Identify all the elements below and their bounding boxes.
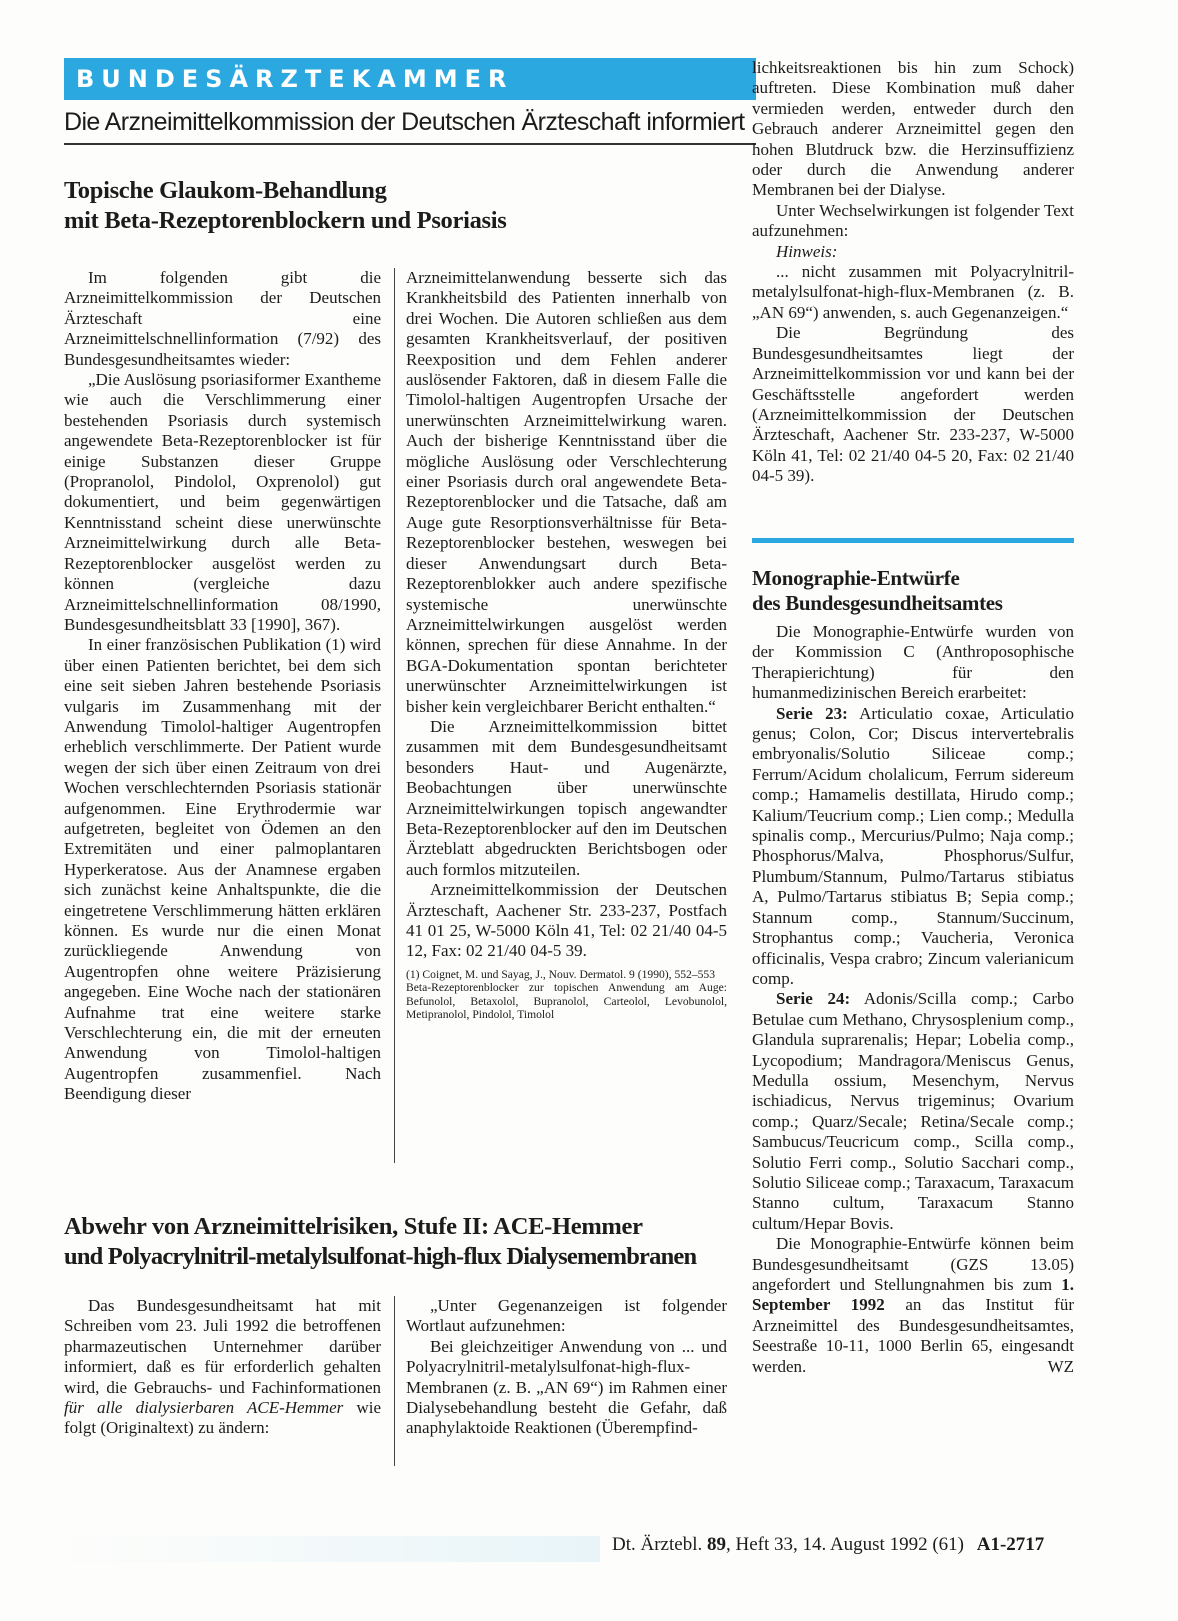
paragraph: Die Arzneimittelkommission bittet zusammen mit dem Bundesgesundheitsamt besonders Haut- und Augenärzte, Beobachtungen über unerwünschte Arzneimittelwirkungen topisch angewandter Beta-Rezeptorenblocker auf den im Deutschen Ärzteblatt abgedruckten Berichtsbogen oder auch formlos mitzuteilen.: [406, 716, 727, 879]
bold-run: 1. September 1992: [752, 1275, 1074, 1315]
article1-title-line2: mit Beta-Rezeptorenblockern und Psoriasis: [64, 207, 507, 234]
page-footer: [612, 1534, 1112, 1556]
paragraph: lichkeitsreaktionen bis hin zum Schock) auftreten. Diese Kombination muß daher vermieden werden, entweder durch den Gebrauch anderer Arzneimittel gegen den hohen Blutdruck bzw. die Herzinsuffizienz oder durch die Anwendung anderer Membranen bei der Dialyse.: [752, 58, 1074, 200]
paragraph: Unter Wechselwirkungen ist folgender Text aufzunehmen:: [752, 200, 1074, 241]
author-signature: WZ: [1047, 1356, 1074, 1376]
text-run: Articulatio coxae, Articulatio genus; Colon, Cor; Discus intervertebralis embryonalis/Solutio Siliceae comp.; Ferrum/Acidum cholalicum, Ferrum sidereum comp.; Hamamelis destillata, Hirudo comp.; Kalium/Teucrium comp.; Lien comp.; Medulla spinalis comp., Mercurius/Pulmo; Naja comp.; Phosphorus/Malva, Phosphorus/Sulfur, Plumbum/Stannum, Pulmo/Tartarus stibiatus A, Pulmo/Tartarus stibiatus B; Sepia comp.; Stannum comp., Stannum/Succinum, Strophantus comp.; Vaucheria, Veronica officinalis, Vespa crabro; Zincum valerianicum comp.: [752, 703, 1074, 988]
paragraph: In einer französischen Publikation (1) wird über einen Patienten berichtet, bei dem sich eine seit sieben Jahren bestehende Psoriasis vulgaris im Zusammenhang mit der Anwendung Timolol-haltiger Augentropfen erheblich verschlimmerte. Der Patient wurde wegen der sich über einen Zeitraum von drei Wochen verschlechternden Psoriasis stationär aufgenommen. Eine Erythrodermie war aufgetreten, begleitet von Ödemen an den Extremitäten und einer palmoplantaren Hyperkeratose. Aus der Anamnese ergaben sich zunächst keine Anhaltspunkte, die die eingetretene Verschlimmerung hätten erklären können. Es wurde nur die einen Monat zurückliegende Anwendung von Augentropfen ohne weitere Präzisierung angegeben. Eine Woche nach der stationären Aufnahme trat eine weitere starke Verschlechterung ein, die mit der erneuten Anwendung von Timolol-haltigen Augentropfen zusammenfiel. Nach Beendigung dieser: [64, 635, 381, 1104]
paragraph: [752, 1234, 1074, 1377]
text-run: Das Bundesgesundheitsamt hat mit Schreiben vom 23. Juli 1992 die betroffenen pharmazeutischen Unternehmer darüber informiert, daß es für erforderlich gehalten wird, die Gebrauchs- und Fachinformationen: [64, 1296, 381, 1397]
footnote: Beta-Rezeptorenblocker zur topischen Anwendung am Auge: Befunolol, Betaxolol, Bupranolol, Carteolol, Levobunolol, Metipranolol, Pindolol, Timolol: [406, 981, 727, 1022]
article1-title: [64, 176, 754, 236]
bold-run: Serie 23:: [776, 703, 848, 723]
paragraph: [64, 1296, 381, 1439]
paragraph: „Unter Gegenanzeigen ist folgender Wortlaut aufzunehmen:: [406, 1296, 727, 1336]
section-banner: BUNDESÄRZTEKAMMER: [64, 58, 756, 100]
article2-title-line1: Abwehr von Arzneimittelrisiken, Stufe II: ACE-Hemmer: [64, 1213, 643, 1240]
paragraph: Im folgenden gibt die Arzneimittelkommission der Deutschen Ärzteschaft eine Arzneimittelschnellinformation (7/92) des Bundesgesundheitsamtes wieder:: [64, 268, 381, 369]
article2-title-line2: und Polyacrylnitril-metalylsulfonat-high-flux Dialysemembranen: [64, 1243, 697, 1270]
paragraph: Arzneimittelanwendung besserte sich das Krankheitsbild des Patienten innerhalb von drei Wochen. Die Autoren schließen aus dem gesamten Krankheitsverlauf, der positiven Reexposition und dem Fehlen anderer auslösender Faktoren, daß in diesem Falle die Timolol-haltigen Augentropfen Ursache der unerwünschten Arzneimittelwirkung waren. Auch der bisherige Kenntnisstand über die mögliche Auslösung oder Verschlechterung einer Psoriasis durch oral angewendete Beta-Rezeptorenblocker und die Tatsache, daß am Auge gute Resorptionsverhältnisse für Beta-Rezeptorenblocker bestehen, weswegen bei dieser Anwendungsart durch Beta-Rezeptorenblokker auch andere spezifische systemische unerwünschte Arzneimittelwirkungen ausgelöst werden können, sprechen für diese Annahme. In der BGA-Dokumentation spontan berichteter unerwünschter Arzneimittelwirkungen ist bisher kein vergleichbarer Bericht enthalten.“: [406, 268, 727, 716]
italic-run: Hinweis:: [776, 241, 838, 261]
issue-info: , Heft 33, 14. August 1992 (61): [725, 1534, 964, 1555]
bold-run: Serie 24:: [776, 989, 851, 1009]
article1-title-line1: Topische Glaukom-Behandlung: [64, 177, 387, 204]
paragraph: Die Monographie-Entwürfe wurden von der Kommission C (Anthroposophische Therapierichtung) für den humanmedizinischen Bereich erarbeitet:: [752, 622, 1074, 703]
article3-title: [752, 566, 1074, 616]
text-run: wie folgt (Originaltext) zu ändern:: [64, 1398, 381, 1438]
section-subtitle: Die Arzneimittelkommission der Deutschen Ärzteschaft informiert: [64, 108, 756, 145]
article3-title-line2: des Bundesgesundheitsamtes: [752, 591, 1003, 615]
article3-title-line1: Monographie-Entwürfe: [752, 566, 960, 590]
text-run: an das Institut für Arzneimittel des Bundesgesundheitsamtes, Seestraße 10-11, 1000 Berlin 65, eingesandt werden.: [752, 1295, 1075, 1376]
journal-name: Dt. Ärztebl.: [612, 1534, 703, 1555]
paragraph: [752, 704, 1074, 990]
article2-title: [64, 1212, 744, 1272]
article2-column-3: [752, 58, 1074, 487]
paragraph: ... nicht zusammen mit Polyacrylnitril-metalylsulfonat-high-flux-Membranen (z. B. „AN 69“) anwenden, s. auch Gegenanzeigen.“: [752, 262, 1074, 322]
page-number: A1-2717: [976, 1534, 1045, 1555]
footnote: (1) Coignet, M. und Sayag, J., Nouv. Dermatol. 9 (1990), 552–553: [406, 967, 716, 981]
column-divider: [394, 268, 395, 1163]
section-rule: [752, 538, 1074, 543]
article1-column-2: [406, 268, 727, 1021]
footer-decoration: [60, 1536, 600, 1562]
text-run: Die Monographie-Entwürfe können beim Bundesgesundheitsamt (GZS 13.05) angefordert und Stellungnahmen bis zum: [752, 1234, 1074, 1294]
article3-column: [752, 622, 1074, 1377]
paragraph: „Die Auslösung psoriasiformer Exantheme wie auch die Verschlimmerung einer bestehenden Psoriasis durch systemisch angewendete Beta-Rezeptorenblocker ist für einige Substanzen dieser Gruppe (Propranolol, Pindolol, Oxprenolol) gut dokumentiert, und beim gegenwärtigen Kenntnisstand scheint diese unerwünschte Arzneimittelwirkung durch alle Beta-Rezeptorenblocker ausgelöst werden zu können (vergleiche dazu Arzneimittelschnellinformation 08/1990, Bundesgesundheitsblatt 33 [1990], 367).: [64, 370, 381, 634]
text-run: Adonis/Scilla comp.; Carbo Betulae cum Methano, Chrysosplenium comp., Glandula suprarenalis; Hepar; Lobelia comp., Lycopodium; Mandragora/Meniscus Genus, Medulla ossium, Mesenchym, Nervus ischiadicus, Nervus trigeminus; Ovarium comp.; Quarz/Secale; Retina/Secale comp.; Sambucus/Teucricum comp., Scilla comp., Solutio Ferri comp., Solutio Sacchari comp., Solutio Siliceae comp.; Taraxacum, Taraxacum Stanno cultum, Taraxacum Stanno cultum/Hepar Bovis.: [752, 989, 1075, 1233]
paragraph: Arzneimittelkommission der Deutschen Ärzteschaft, Aachener Str. 233-237, Postfach 41 01 25, W-5000 Köln 41, Tel: 02 21/40 04-5 12, Fax: 02 21/40 04-5 39.: [406, 880, 727, 961]
paragraph: Die Begründung des Bundesgesundheitsamtes liegt der Arzneimittelkommission vor und kann bei der Geschäftsstelle angefordert werden (Arzneimittelkommission der Deutschen Ärzteschaft, Aachener Str. 233-237, W-5000 Köln 41, Tel: 02 21/40 04-5 20, Fax: 02 21/40 04-5 39).: [752, 323, 1074, 486]
article2-column-1: [64, 1296, 381, 1439]
paragraph: Bei gleichzeitiger Anwendung von ... und Polyacrylnitril-metalylsulfonat-high-flux-Membranen (z. B. „AN 69“) im Rahmen einer Dialysebehandlung besteht die Gefahr, daß anaphylaktoide Reaktionen (Überempfind-: [406, 1336, 727, 1438]
article1-column-1: [64, 268, 381, 1105]
paragraph: [752, 242, 1074, 262]
volume-number: 89: [706, 1534, 726, 1555]
column-divider: [394, 1296, 395, 1466]
paragraph: [752, 989, 1074, 1234]
article2-column-2: [406, 1296, 727, 1439]
italic-run: für alle dialysierbaren ACE-Hemmer: [64, 1398, 344, 1418]
